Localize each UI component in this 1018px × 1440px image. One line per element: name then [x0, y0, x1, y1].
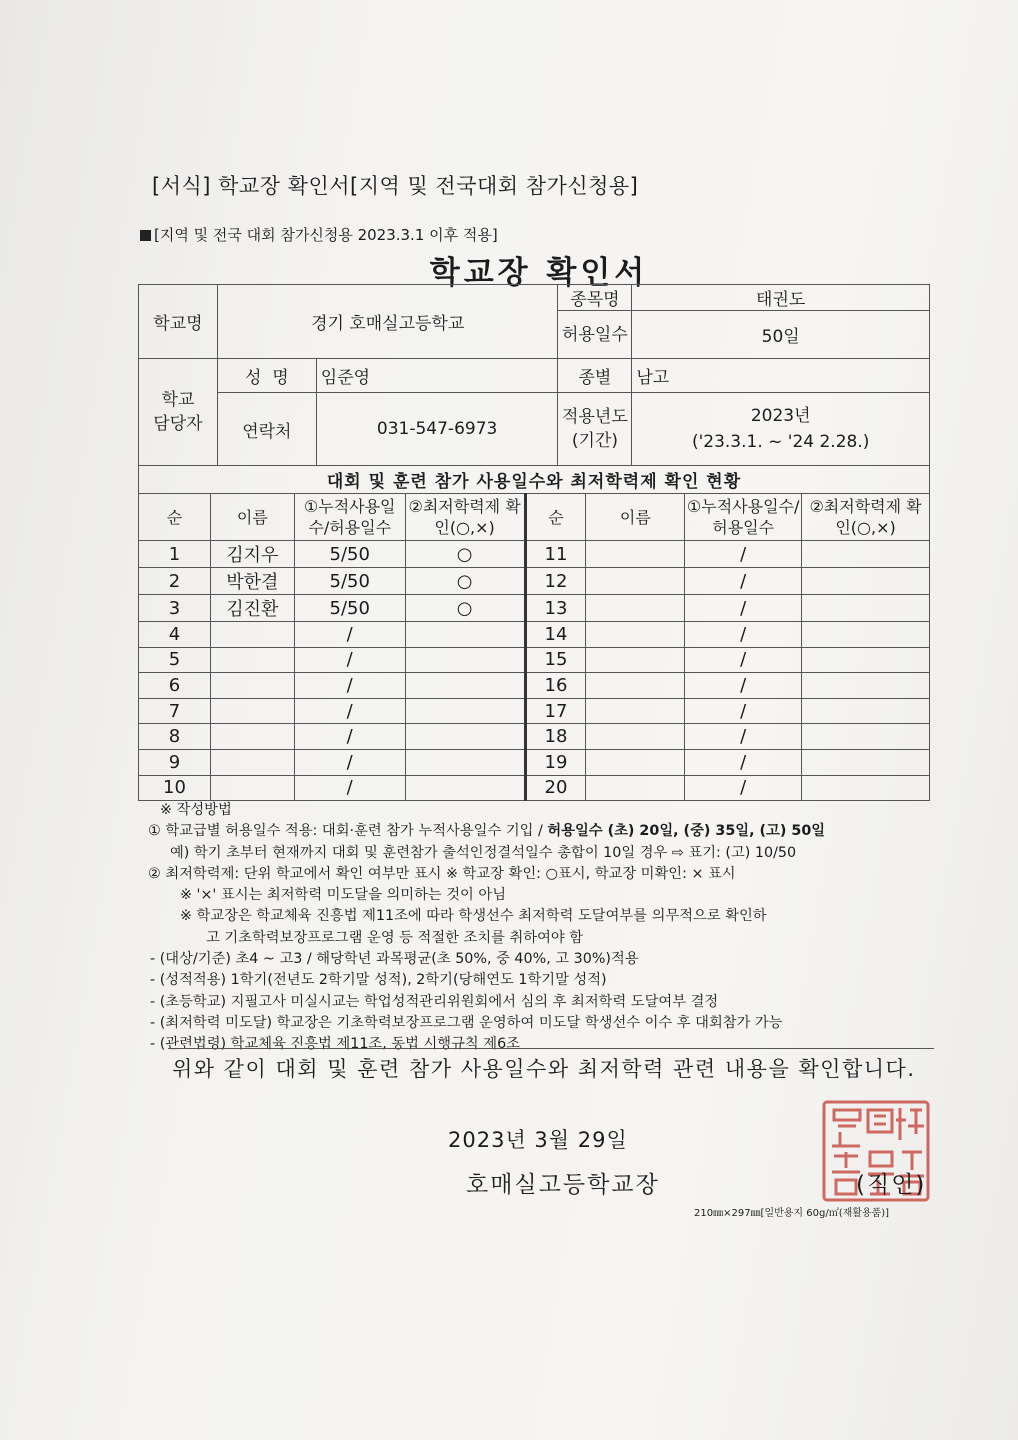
- cell-days: /: [685, 595, 802, 622]
- cell-no: 9: [139, 749, 211, 775]
- cell-name: [586, 775, 685, 801]
- sport-value: 태권도: [632, 285, 930, 311]
- header-check: ②최저학력제 확인(○,×): [405, 494, 525, 541]
- cell-check: [405, 622, 525, 648]
- cell-check: [802, 541, 930, 568]
- days-value: 50일: [632, 311, 930, 359]
- cell-name: [210, 673, 294, 699]
- usage-rows: [139, 541, 930, 801]
- cell-name: [586, 622, 685, 648]
- sport-label: 종목명: [558, 285, 632, 311]
- cell-no: 2: [139, 568, 211, 595]
- note-4a: ※ 학교장은 학교체육 진흥법 제11조에 따라 학생선수 최저학력 도달여부를 의무적으로 확인하: [180, 908, 767, 925]
- note-1b: 예) 학기 초부터 현재까지 대회 및 훈련참가 출석인정결석일수 총합이 10일 경우 ⇨ 표기: (고) 10/50: [170, 844, 797, 861]
- cell-days: /: [685, 673, 802, 699]
- header-name: 이름: [586, 494, 685, 541]
- subhead: [140, 224, 498, 245]
- cell-check: [802, 673, 930, 699]
- writing-instructions: [148, 800, 938, 1056]
- cell-name: [586, 698, 685, 724]
- cell-days: /: [685, 568, 802, 595]
- detail-5: - (관련법령) 학교체육 진흥법 제11조, 동법 시행규칙 제6조: [150, 1036, 520, 1053]
- cell-check: [802, 568, 930, 595]
- cell-check: [802, 622, 930, 648]
- cell-check: [405, 647, 525, 673]
- usage-caption: 대회 및 훈련 참가 사용일수와 최저학력제 확인 현황: [139, 466, 930, 494]
- cell-days: 5/50: [294, 568, 405, 595]
- cell-name: [586, 647, 685, 673]
- principal-title: 호매실고등학교장: [466, 1172, 660, 1198]
- cell-check: [802, 775, 930, 801]
- cell-days: /: [294, 775, 405, 801]
- table-row: [139, 749, 930, 775]
- cell-no: 5: [139, 647, 211, 673]
- cell-days: /: [294, 647, 405, 673]
- cell-no: 15: [525, 647, 586, 673]
- cell-days: /: [294, 673, 405, 699]
- table-row: [139, 568, 930, 595]
- header-no: 순: [525, 494, 586, 541]
- seal-label: (직인): [856, 1172, 927, 1198]
- cell-days: /: [294, 622, 405, 648]
- cell-days: /: [685, 775, 802, 801]
- cell-check: ○: [405, 595, 525, 622]
- note-3: ※ '×' 표시는 최저학력 미도달을 의미하는 것이 아님: [180, 887, 507, 904]
- table-row: [139, 541, 930, 568]
- phone-value: 031-547-6973: [316, 393, 558, 466]
- contact-label: 학교 담당자: [139, 359, 218, 466]
- issue-date: 2023년 3월 29일: [448, 1128, 628, 1152]
- cell-no: 10: [139, 775, 211, 801]
- year-label: 적용년도 (기간): [558, 393, 632, 466]
- cell-no: 14: [525, 622, 586, 648]
- cell-no: 8: [139, 724, 211, 750]
- cell-name: [210, 698, 294, 724]
- form-label: [서식] 학교장 확인서[지역 및 전국대회 참가신청용]: [152, 174, 639, 198]
- cell-check: [802, 647, 930, 673]
- cell-check: ○: [405, 541, 525, 568]
- cell-name: [210, 724, 294, 750]
- paper-spec: 210㎜×297㎜[일반용지 60g/㎡(재활용품)]: [694, 1208, 890, 1219]
- cell-no: 6: [139, 673, 211, 699]
- header-no: 순: [139, 494, 211, 541]
- cell-days: /: [685, 541, 802, 568]
- cell-name: 박한결: [210, 568, 294, 595]
- school-info-table: [138, 284, 930, 466]
- cell-no: 11: [525, 541, 586, 568]
- header-days: ①누적사용일수/허용일수: [294, 494, 405, 541]
- cell-days: /: [685, 622, 802, 648]
- cell-days: /: [294, 749, 405, 775]
- header-days: ①누적사용일수/허용일수: [685, 494, 802, 541]
- cell-check: [405, 749, 525, 775]
- cell-no: 3: [139, 595, 211, 622]
- school-value: 경기 호매실고등학교: [217, 285, 558, 359]
- cell-check: [802, 698, 930, 724]
- divider: [168, 1048, 934, 1049]
- year-value: 2023년: [750, 406, 811, 426]
- cell-name: [210, 647, 294, 673]
- cell-days: /: [294, 724, 405, 750]
- usage-table: [138, 465, 930, 801]
- notes-title: ※ 작성방법: [160, 802, 232, 818]
- note-1a: [148, 821, 938, 842]
- table-row: [139, 724, 930, 750]
- detail-3: - (초등학교) 지필고사 미실시교는 학업성적관리위원회에서 심의 후 최저학력 도달여부 결정: [150, 993, 719, 1010]
- cell-name: [210, 775, 294, 801]
- cell-no: 18: [525, 724, 586, 750]
- days-label: 허용일수: [558, 311, 632, 359]
- cell-name: [586, 724, 685, 750]
- header-check: ②최저학력제 확인(○,×): [802, 494, 930, 541]
- document-title: 학교장 확인서: [429, 255, 649, 291]
- gender-label: 종별: [558, 359, 632, 393]
- cell-no: 7: [139, 698, 211, 724]
- phone-label: 연락처: [217, 393, 316, 466]
- cell-days: /: [685, 647, 802, 673]
- cell-name: [210, 749, 294, 775]
- table-row: [139, 775, 930, 801]
- cell-days: /: [685, 724, 802, 750]
- note-1a-bold: 허용일수 (초) 20일, (중) 35일, (고) 50일: [547, 823, 826, 840]
- detail-4: - (최저학력 미도달) 학교장은 기초학력보장프로그램 운영하여 미도달 학생선수 이수 후 대회참가 가능: [150, 1014, 783, 1031]
- school-label: 학교명: [139, 285, 218, 359]
- cell-no: 1: [139, 541, 211, 568]
- cell-name: [586, 749, 685, 775]
- cell-no: 19: [525, 749, 586, 775]
- gender-value: 남고: [632, 359, 930, 393]
- cell-no: 13: [525, 595, 586, 622]
- table-row: [139, 698, 930, 724]
- table-row: [139, 647, 930, 673]
- cell-no: 20: [525, 775, 586, 801]
- cell-name: [586, 673, 685, 699]
- cell-name: [586, 595, 685, 622]
- cell-check: [802, 724, 930, 750]
- cell-check: [802, 595, 930, 622]
- cell-name: 김진환: [210, 595, 294, 622]
- cell-days: 5/50: [294, 595, 405, 622]
- subhead-text: [지역 및 전국 대회 참가신청용 2023.3.1 이후 적용]: [154, 226, 498, 244]
- cell-check: ○: [405, 568, 525, 595]
- table-row: [139, 673, 930, 699]
- cell-days: /: [294, 698, 405, 724]
- cell-check: [405, 673, 525, 699]
- cell-days: /: [685, 698, 802, 724]
- cell-days: /: [685, 749, 802, 775]
- table-row: [139, 595, 930, 622]
- note-2: ② 최저학력제: 단위 학교에서 확인 여부만 표시 ※ 학교장 확인: ○표시, 학교장 미확인: × 표시: [148, 865, 736, 882]
- cell-name: [210, 622, 294, 648]
- header-name: 이름: [210, 494, 294, 541]
- cell-check: [405, 724, 525, 750]
- note-1a-text: ① 학교급별 허용일수 적용: 대회·훈련 참가 누적사용일수 기입 /: [148, 823, 548, 840]
- name-label: 성 명: [217, 359, 316, 393]
- cell-no: 16: [525, 673, 586, 699]
- cell-name: 김지우: [210, 541, 294, 568]
- cell-name: [586, 541, 685, 568]
- cell-no: 12: [525, 568, 586, 595]
- period-value: ('23.3.1. ~ '24 2.28.): [691, 432, 870, 452]
- confirm-statement: 위와 같이 대회 및 훈련 참가 사용일수와 최저학력 관련 내용을 확인합니다.: [172, 1057, 916, 1081]
- cell-no: 4: [139, 622, 211, 648]
- cell-name: [586, 568, 685, 595]
- square-bullet-icon: [140, 230, 151, 241]
- cell-days: 5/50: [294, 541, 405, 568]
- table-row: [139, 622, 930, 648]
- year-cell: [632, 393, 930, 466]
- detail-1: - (대상/기준) 초4 ~ 고3 / 해당학년 과목평균(초 50%, 중 40%, 고 30%)적용: [150, 951, 639, 968]
- cell-check: [802, 749, 930, 775]
- name-value: 임준영: [316, 359, 558, 393]
- note-4b: 고 기초학력보장프로그램 운영 등 적절한 조치를 취하여야 함: [206, 929, 584, 946]
- cell-check: [405, 775, 525, 801]
- cell-no: 17: [525, 698, 586, 724]
- cell-check: [405, 698, 525, 724]
- detail-2: - (성적적용) 1학기(전년도 2학기말 성적), 2학기(당해연도 1학기말 성적): [150, 972, 607, 989]
